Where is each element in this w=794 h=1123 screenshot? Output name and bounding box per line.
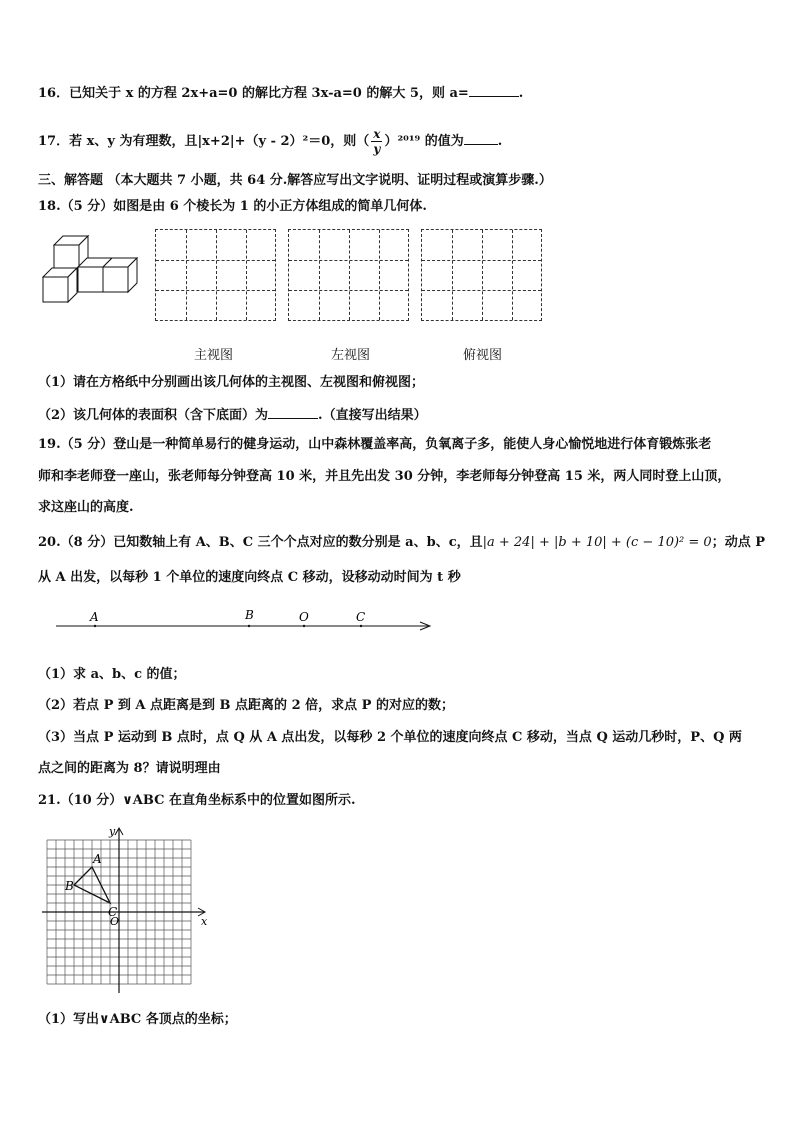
- section-heading: 三、解答题 （本大题共 7 小题，共 64 分.解答应写出文字说明、证明过程或演算步骤.）: [38, 173, 552, 188]
- x-axis-label: x: [201, 915, 208, 928]
- question-20-sub1: （1）求 a、b、c 的值；: [38, 667, 186, 682]
- question-17-text: 17．若 x、y 为有理数，且|x+2|+（y - 2）²＝0，则（: [38, 134, 370, 149]
- label-top-view: 俯视图: [463, 348, 503, 363]
- question-20-line1: 20.（8 分）已知数轴上有 A、B、C 三个个点对应的数分别是 a、b、c，且|a + 24| + |b + 10| + (c − 10)² = 0；动点 P: [38, 535, 766, 550]
- question-18-title: 18.（5 分）如图是由 6 个棱长为 1 的小正方体组成的简单几何体.: [38, 199, 427, 214]
- question-16: 16．已知关于 x 的方程 2x+a=0 的解比方程 3x-a=0 的解大 5，则 a= .: [38, 83, 523, 103]
- origin-label: O: [110, 915, 120, 928]
- vertex-label-c: C: [108, 905, 118, 919]
- point-label-b: B: [245, 608, 254, 622]
- question-20-line2: 从 A 出发，以每秒 1 个单位的速度向终点 C 移动，设移动动时间为 t 秒: [38, 570, 461, 585]
- y-axis-label: y: [109, 825, 116, 838]
- label-left-view: 左视图: [331, 348, 371, 363]
- point-label-c: C: [356, 610, 366, 624]
- question-19-line1: 19.（5 分）登山是一种简单易行的健身运动，山中森林覆盖率高，负氧离子多，能使人身心愉悦地进行体育锻炼张老: [38, 437, 712, 452]
- question-20-sub3-line2: 点之间的距离为 8？请说明理由: [38, 761, 221, 776]
- label-front-view: 主视图: [194, 348, 234, 363]
- question-19-line3: 求这座山的高度.: [38, 500, 134, 515]
- grid-front-view[interactable]: [155, 229, 276, 321]
- vertex-label-b: B: [65, 879, 74, 893]
- question-17: 17．若 x、y 为有理数，且|x+2|+（y - 2）²＝0，则（ $\frac{x}{y}$ ）²⁰¹⁹ 的值为 .: [38, 127, 503, 156]
- condition-formula: |a + 24| + |b + 10| + (c − 10)² = 0: [482, 535, 712, 550]
- point-label-a: A: [90, 610, 99, 624]
- grid-top-view[interactable]: [421, 229, 542, 321]
- fraction-x-over-y: $\frac{x}{y}$: [373, 127, 381, 156]
- point-label-o: O: [299, 610, 309, 624]
- coordinate-grid-figure: [40, 825, 212, 997]
- question-18-sub1: （1）请在方格纸中分别画出该几何体的主视图、左视图和俯视图；: [38, 375, 425, 390]
- question-19-line2: 师和李老师登一座山，张老师每分钟登高 10 米，并且先出发 30 分钟，李老师每分钟登高 15 米，两人同时登上山顶，: [38, 469, 731, 484]
- answer-blank: [469, 83, 519, 97]
- number-line: [56, 604, 438, 634]
- grid-left-view[interactable]: [288, 229, 409, 321]
- question-16-text: 16．已知关于 x 的方程 2x+a=0 的解比方程 3x-a=0 的解大 5，则 a=: [38, 86, 469, 101]
- question-20-sub2: （2）若点 P 到 A 点距离是到 B 点距离的 2 倍，求点 P 的对应的数；: [38, 698, 454, 713]
- question-21-sub1: （1）写出∨ABC 各顶点的坐标；: [38, 1012, 237, 1027]
- cube-figure: [38, 229, 144, 307]
- answer-blank: [464, 131, 498, 145]
- question-21-title: 21.（10 分）∨ABC 在直角坐标系中的位置如图所示.: [38, 793, 356, 808]
- vertex-label-a: A: [93, 852, 102, 866]
- question-20-sub3-line1: （3）当点 P 运动到 B 点时，点 Q 从 A 点出发，以每秒 2 个单位的速度向终点 C 移动，当点 Q 运动几秒时，P、Q 两: [38, 730, 742, 745]
- question-18-sub2: （2）该几何体的表面积（含下底面）为 .（直接写出结果）: [38, 405, 427, 425]
- answer-blank: [268, 405, 318, 419]
